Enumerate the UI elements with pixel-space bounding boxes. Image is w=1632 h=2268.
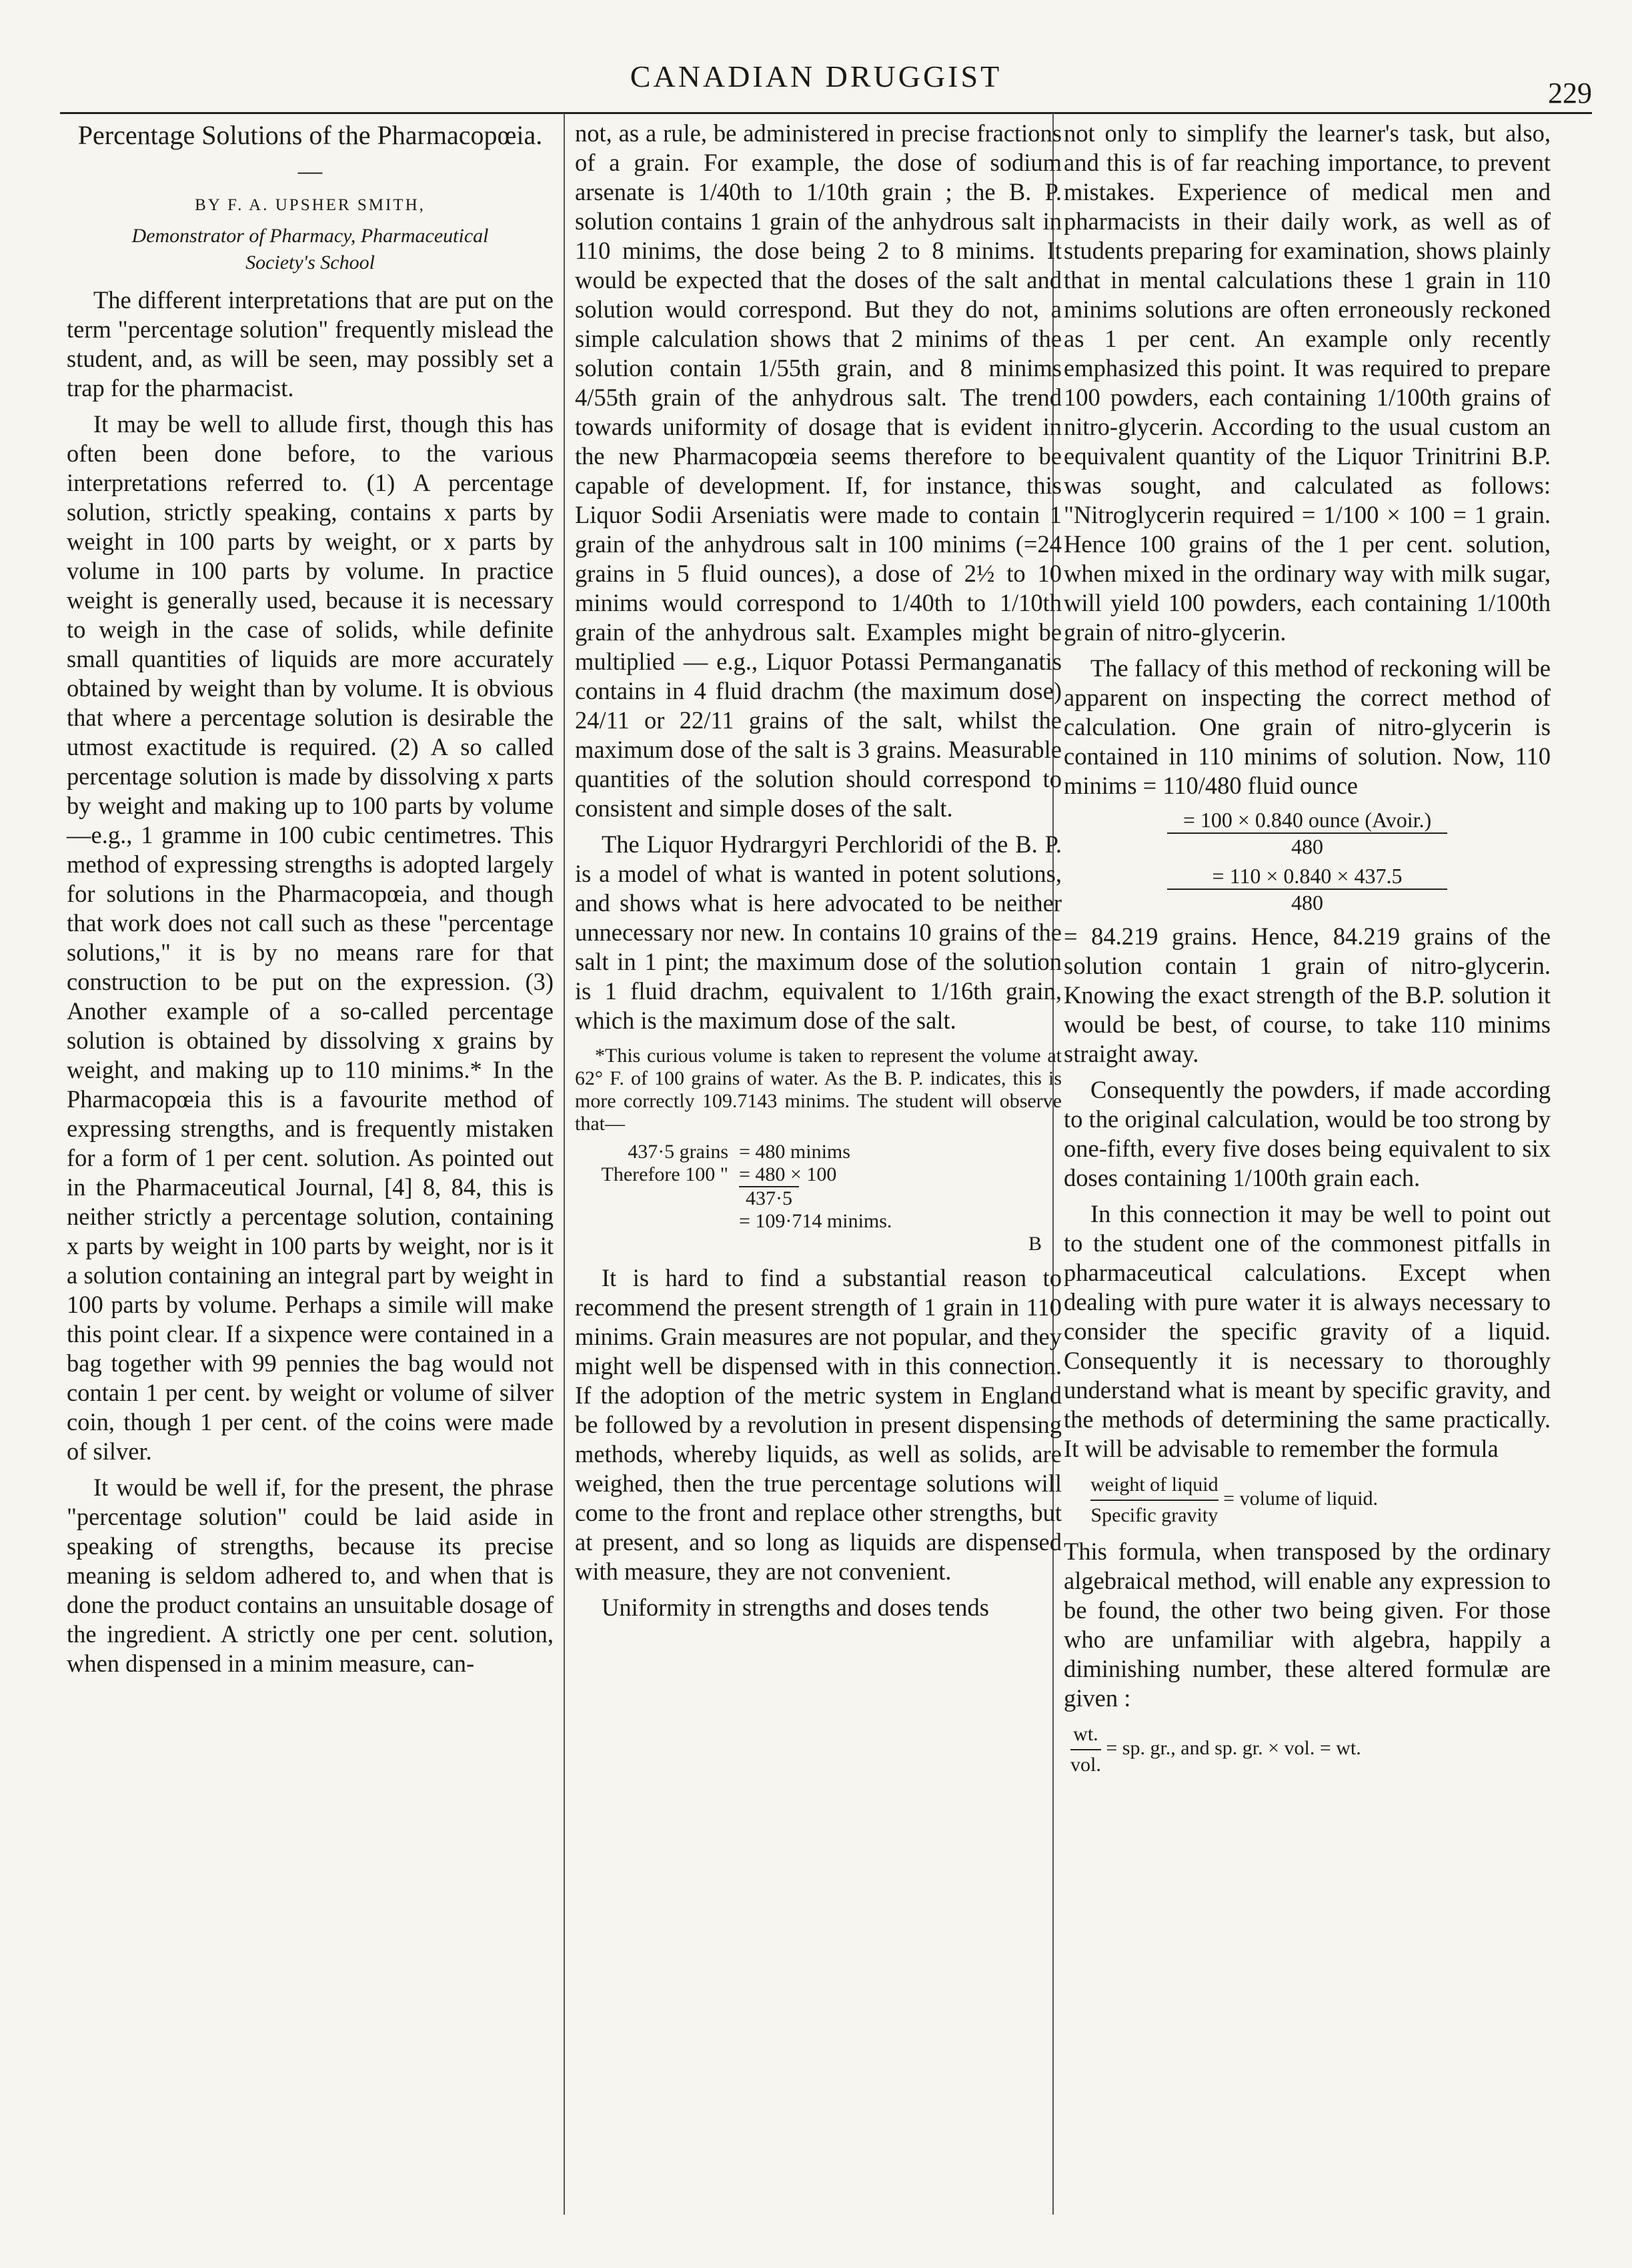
paragraph: not only to simplify the learner's task, but also, and this is of far reaching importance, to prevent mistakes. Experience of medical men and pharmacists in their daily work, as well as of students preparing for examination, shows plainly that in mental calculations these 1 grain in 110 minims solutions are often erroneously reckoned as 1 per cent. An example only recently emphasized this point. It was required to prepare 100 powders, each containing 1/100th grains of nitro-glycerin. According to the usual custom an equivalent quantity of the Liquor Trinitrini B.P. was sought, and calculated as follows: "Nitroglycerin required = 1/100 × 100 = 1 grain. Hence 100 grains of the 1 per cent. solution, when mixed in the ordinary way with milk sugar, will yield 100 powders, each containing 1/100th grain of nitro-glycerin.: [1064, 119, 1551, 646]
page-header: [0, 12, 1632, 112]
calculation-formula: = 100 × 0.840 ounce (Avoir.) 480 = 110 × 0.840 × 437.5 480: [1064, 807, 1551, 915]
formula-term: weight of liquid: [1090, 1474, 1218, 1496]
article-byline: BY F. A. UPSHER SMITH,: [195, 196, 426, 214]
title-dash: —: [297, 157, 323, 184]
calc-term: = 109·714 minims.: [739, 1210, 892, 1232]
paragraph: The Liquor Hydrargyri Perchloridi of the B. P. is a model of what is wanted in potent solutions, and shows what is here advocated to be neither unnecessary nor new. In contains 10 grains of the salt in 1 pint; the maximum dose of the solution is 1 fluid drachm, equivalent to 1/16th grain, which is the maximum dose of the salt.: [575, 830, 1062, 1034]
formula-term: 480: [1167, 889, 1447, 915]
column-2: [575, 119, 1062, 1629]
affiliation-line: Society's School: [245, 251, 375, 273]
paragraph: The fallacy of this method of reckoning will be apparent on inspecting the correct method of calculation. One grain of nitro-glycerin is contained in 110 minims of solution. Now, 110 minims = 110/480 fluid ounce: [1064, 654, 1551, 799]
paragraph: It would be well if, for the present, the phrase "percentage solution" could be laid aside in speaking of strengths, because its precise meaning is seldom adhered to, and when that is done the product contains an unsuitable dosage of the ingredient. A strictly one per cent. solution, when dispensed in a minim measure, can-: [67, 1474, 554, 1677]
article-title: Percentage Solutions of the Pharmacopœia.: [77, 120, 543, 150]
column-1: [67, 119, 554, 1685]
paragraph: It may be well to allude first, though this has often been done before, to the various interpretations referred to. (1) A percentage solution, strictly speaking, contains x parts by weight in 100 parts by weight, or x parts by volume in 100 parts by volume. In practice weight is generally used, because it is necessary to weigh in the case of solids, while definite small quantities of liquids are more accurately obtained by weight than by volume. It is obvious that where a percentage solution is desirable the utmost exactitude is required. (2) A so called percentage solution is made by dissolving x parts by weight and making up to 100 parts by volume—e.g., 1 gramme in 100 cubic centimetres. This method of expressing strengths is adopted largely for solutions in the Pharmacopœia, and though that work does not call such as these "percentage solutions," it is by no means rare for that construction to be put on the expression. (3) Another example of a so-called percentage solution is obtained by dissolving x grains by weight, and making up to 110 minims.* In the Pharmacopœia this is a favourite method of expressing strengths, and is frequently mistaken for a form of 1 per cent. solution. As pointed out in the Pharmaceutical Journal, [4] 8, 84, this is neither strictly a percentage solution, containing x parts by weight in 100 parts by weight, nor is it a solution containing an integral part by weight in 100 parts by volume. Perhaps a simile will make this point clear. If a sixpence were contained in a bag together with 99 pennies the bag would not contain 1 per cent. by weight or volume of silver coin, though 1 per cent. of the coins were made of silver.: [67, 410, 554, 1465]
paragraph: This formula, when transposed by the ordinary algebraical method, will enable any expression to be found, the other two being given. For those who are unfamiliar with algebra, happily a diminishing number, these altered formulæ are given :: [1064, 1538, 1551, 1712]
paragraph: Consequently the powders, if made according to the original calculation, would be too strong by one-fifth, every five doses being equivalent to six doses containing 1/100th grain each.: [1064, 1076, 1551, 1191]
affiliation-line: Demonstrator of Pharmacy, Pharmaceutical: [131, 225, 489, 247]
paragraph: In this connection it may be well to point out to the student one of the commonest pitfalls in pharmaceutical calculations. Except when dealing with pure water it is always necessary to consider the specific gravity of a liquid. Consequently it is necessary to thoroughly understand what is meant by specific gravity, and the methods of determining the same practically. It will be advisable to remember the formula: [1064, 1200, 1551, 1462]
header-rule: [60, 112, 1592, 114]
column-divider: [564, 113, 565, 2215]
calc-term: Therefore 100 ": [601, 1163, 728, 1185]
formula-term: = sp. gr., and sp. gr. × vol. = wt.: [1106, 1736, 1361, 1759]
paragraph: The different interpretations that are put on the term "percentage solution" frequently mislead the student, and, as will be seen, may possibly set a trap for the pharmacist.: [67, 286, 554, 402]
page-number: 229: [1548, 77, 1592, 109]
calc-term: = 480 × 100: [739, 1163, 837, 1185]
running-title: CANADIAN DRUGGIST: [630, 59, 1002, 93]
author-affiliation: [67, 223, 554, 276]
formula-term: ounce (Avoir.): [1308, 808, 1432, 832]
paragraph: not, as a rule, be administered in precise fractions of a grain. For example, the dose of sodium arsenate is 1/40th to 1/10th grain ; the B. P. solution contains 1 grain of the anhydrous salt in 110 minims, the dose being 2 to 8 minims. It would be expected that the doses of the salt and solution would correspond. But they do not, a simple calculation shows that 2 minims of the solution contain 1/55th grain, and 8 minims 4/55th grain of the anhydrous salt. The trend towards uniformity of dosage that is evident in the new Pharmacopœia seems therefore to be capable of development. If, for instance, this Liquor Sodii Arseniatis were made to contain 1 grain of the anhydrous salt in 100 minims (=24 grains in 5 fluid ounces), a dose of 2½ to 10 minims would correspond to 1/40th to 1/10th grain of the anhydrous salt. Examples might be multiplied — e.g., Liquor Potassi Permanganatis contains in 4 fluid drachm (the maximum dose) 24/11 or 22/11 grains of the salt, whilst the maximum dose of the salt is 3 grains. Measurable quantities of the solution should correspond to consistent and simple doses of the salt.: [575, 119, 1062, 822]
transposed-formulae: [1070, 1720, 1551, 1780]
formula-term: Specific gravity: [1090, 1500, 1218, 1530]
formula-term: vol.: [1070, 1749, 1101, 1780]
footnote-calculation: [575, 1141, 1062, 1255]
formula-term: wt.: [1073, 1723, 1098, 1745]
calc-term: 437·5: [739, 1186, 799, 1210]
paragraph: = 84.219 grains. Hence, 84.219 grains of the solution contain 1 grain of nitro-glycerin. Knowing the exact strength of the B.P. solution it would be best, of course, to take 110 minims straight away.: [1064, 923, 1551, 1067]
paragraph: It is hard to find a substantial reason to recommend the present strength of 1 grain in 110 minims. Grain measures are not popular, and they might well be dispensed with in this connection. If the adoption of the metric system in England be followed by a revolution in present dispensing methods, whereby liquids, as well as solids, are weighed, then the true percentage solutions will come to the front and replace other strengths, but at present, and so long as liquids are dispensed with measure, they are not convenient.: [575, 1264, 1062, 1585]
specific-gravity-formula: [1090, 1470, 1551, 1530]
formula-term: = volume of liquid.: [1223, 1487, 1379, 1510]
calc-term: = 480 minims: [739, 1141, 850, 1163]
formula-term: 100 × 0.840: [1200, 808, 1303, 832]
formula-term: 480: [1167, 832, 1447, 859]
footnote-signoff: B: [1028, 1233, 1042, 1255]
paragraph: Uniformity in strengths and doses tends: [602, 1594, 989, 1621]
column-3: [1064, 119, 1551, 1780]
footnote: *This curious volume is taken to represent the volume at 62° F. of 100 grains of water. As the B. P. indicates, this is more correctly 109.7143 minims. The student will observe that—: [575, 1045, 1062, 1135]
formula-term: 110 × 0.840 × 437.5: [1229, 864, 1403, 888]
calc-term: 437·5 grains: [628, 1141, 728, 1163]
